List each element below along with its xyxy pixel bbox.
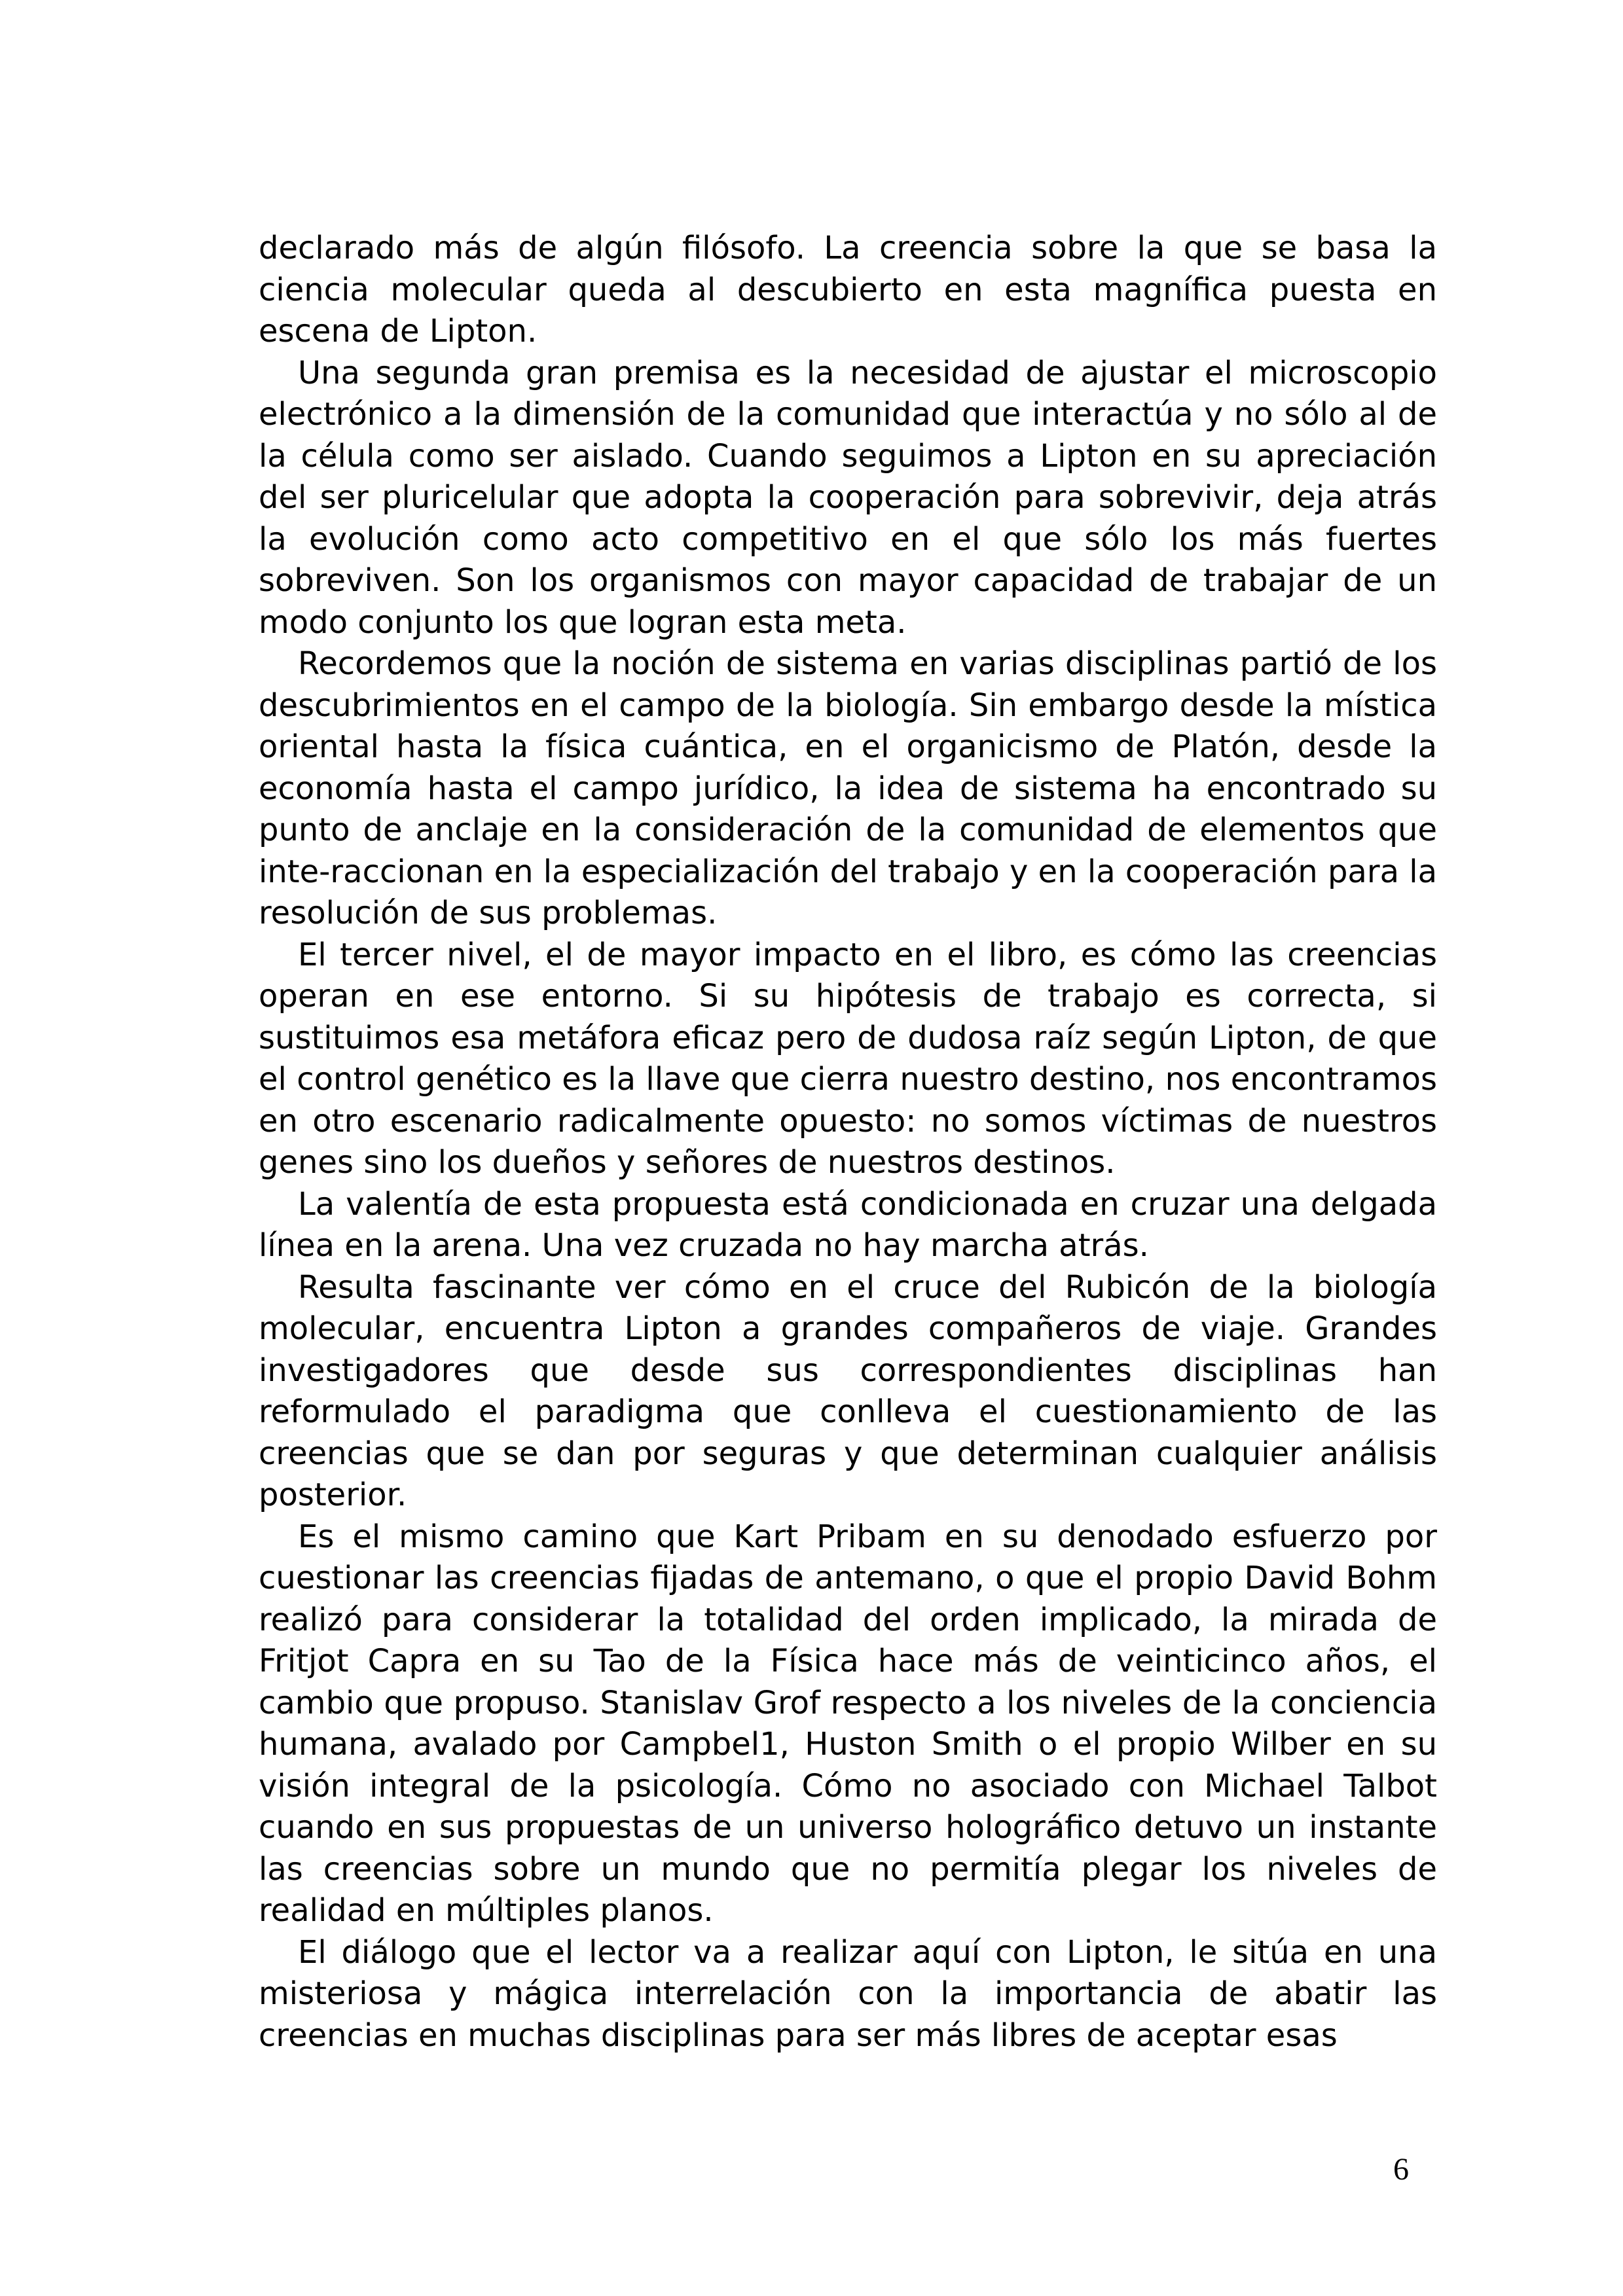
paragraph-6: Resulta fascinante ver cómo en el cruce del Rubicón de la biología molecular, encuentra Lipton a grandes compañeros de viaje. Grandes investigadores que desde sus correspondientes disciplinas han reformulado el paradigma que conlleva el cuestionamiento de las creencias que se dan por seguras y que determinan cualquier análisis posterior. bbox=[259, 1268, 1437, 1513]
paragraph-3: Recordemos que la noción de sistema en varias disciplinas partió de los descubrimientos en el campo de la biología. Sin embargo desde la mística oriental hasta la física cuántica, en el organicismo de Platón, desde la economía hasta el campo jurídico, la idea de sistema ha encontrado su punto de anclaje en la consideración de la comunidad de elementos que inte-raccionan en la especialización del trabajo y en la cooperación para la resolución de sus problemas. bbox=[259, 645, 1437, 931]
body-text bbox=[259, 228, 1437, 2056]
page-number: 6 bbox=[1393, 2152, 1409, 2187]
paragraph-7: Es el mismo camino que Kart Pribam en su denodado esfuerzo por cuestionar las creencias fijadas de antemano, o que el propio David Bohm realizó para considerar la totalidad del orden implicado, la mirada de Fritjot Capra en su Tao de la Física hace más de veinticinco años, el cambio que propuso. Stanislav Grof respecto a los niveles de la conciencia humana, avalado por Campbel1, Huston Smith o el propio Wilber en su visión integral de la psicología. Cómo no asociado con Michael Talbot cuando en sus propuestas de un universo holográfico detuvo un instante las creencias sobre un mundo que no permitía plegar los niveles de realidad en múltiples planos. bbox=[259, 1518, 1437, 1929]
paragraph-1: declarado más de algún filósofo. La creencia sobre la que se basa la ciencia molecular queda al descubierto en esta magnífica puesta en escena de Lipton. bbox=[259, 230, 1437, 350]
paragraph-8: El diálogo que el lector va a realizar aquí con Lipton, le sitúa en una misteriosa y mágica interrelación con la importancia de abatir las creencias en muchas disciplinas para ser más libres de aceptar esas bbox=[259, 1933, 1437, 2054]
paragraph-4: El tercer nivel, el de mayor impacto en el libro, es cómo las creencias operan en ese entorno. Si su hipótesis de trabajo es correcta, si sustituimos esa metáfora eficaz pero de dudosa raíz según Lipton, de que el control genético es la llave que cierra nuestro destino, nos encontramos en otro escenario radicalmente opuesto: no somos víctimas de nuestros genes sino los dueños y señores de nuestros destinos. bbox=[259, 936, 1437, 1181]
paragraph-5: La valentía de esta propuesta está condicionada en cruzar una delgada línea en la arena. Una vez cruzada no hay marcha atrás. bbox=[259, 1185, 1437, 1264]
paragraph-2: Una segunda gran premisa es la necesidad de ajustar el microscopio electrónico a la dimensión de la comunidad que interactúa y no sólo al de la célula como ser aislado. Cuando seguimos a Lipton en su apreciación del ser pluricelular que adopta la cooperación para sobrevivir, deja atrás la evolución como acto competitivo en el que sólo los más fuertes sobreviven. Son los organismos con mayor capacidad de trabajar de un modo conjunto los que logran esta meta. bbox=[259, 354, 1437, 641]
